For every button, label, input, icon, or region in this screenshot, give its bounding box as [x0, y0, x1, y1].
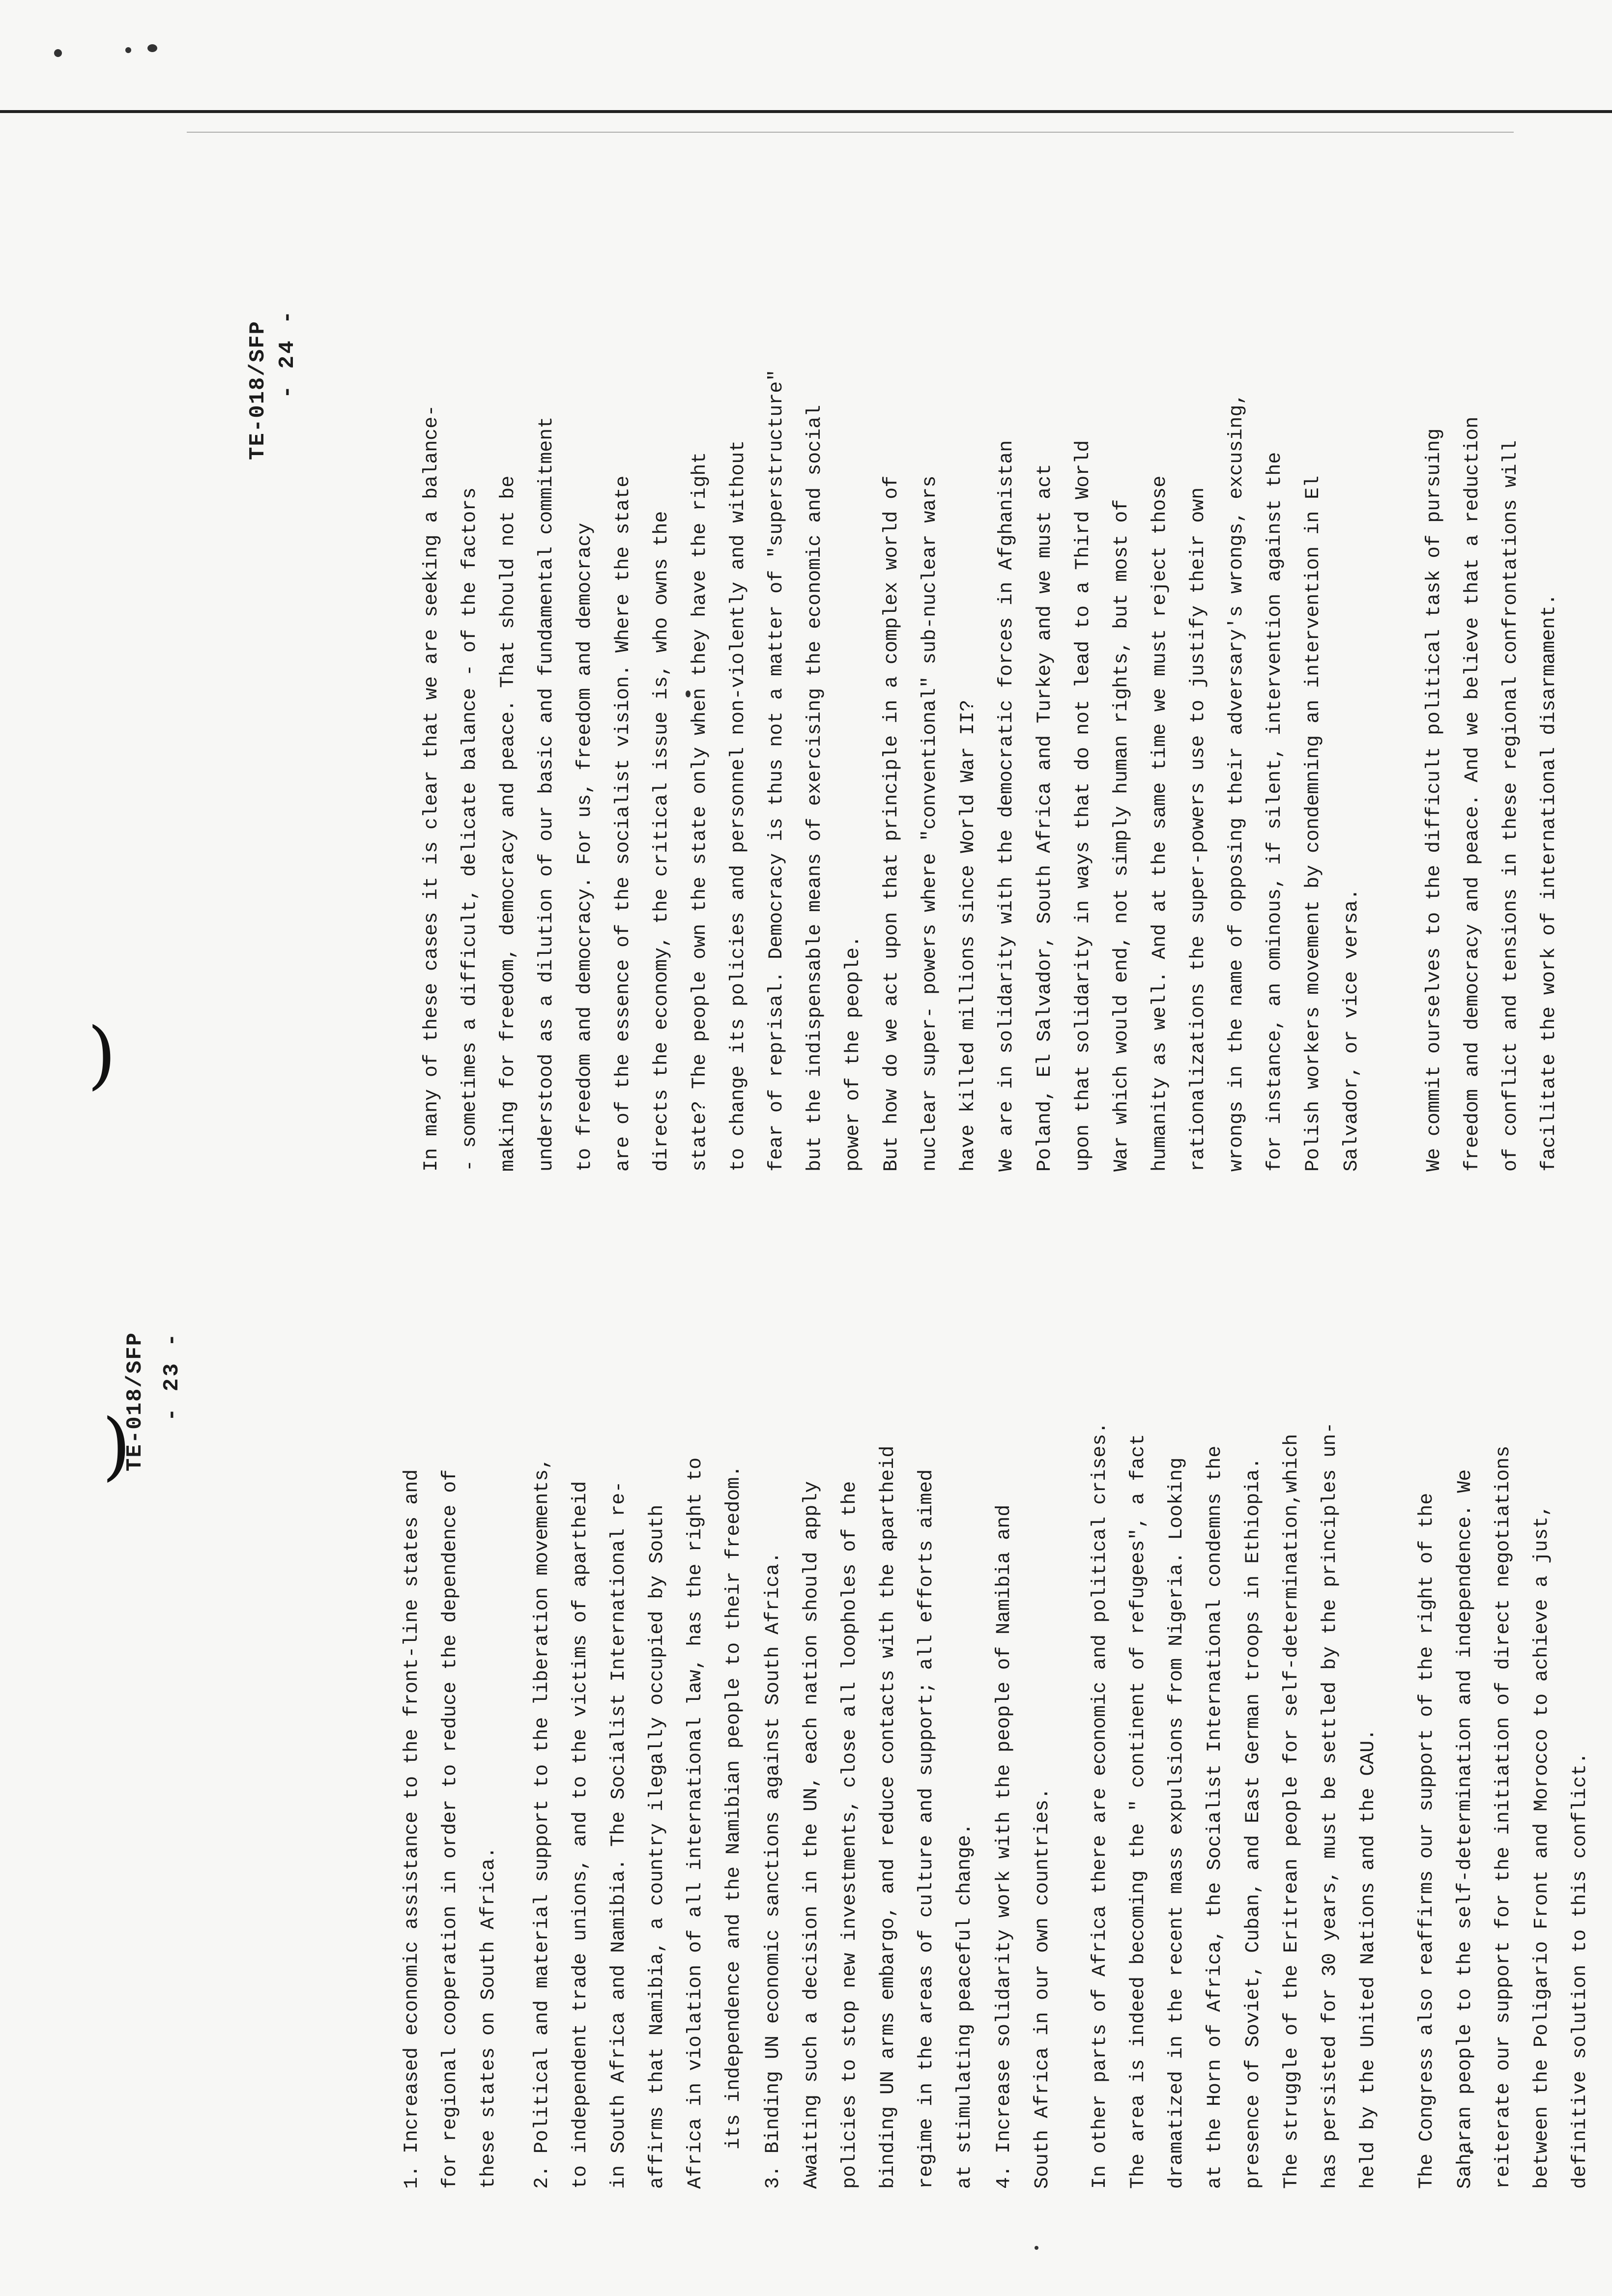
text-line: presence of Soviet, Cuban, and East German troops in Ethiopia. [1242, 1457, 1265, 2189]
text-line: The Congress also reaffirms our support of the right of the [1416, 1492, 1438, 2189]
text-line: policies to stop new investments, close all loopholes of the [839, 1481, 861, 2189]
text-line: at the Horn of Africa, the Socialist International condemns the [1204, 1445, 1226, 2189]
text-line: power of the people. [842, 935, 864, 1172]
text-line: directs the economy, the critical issue is, who owns the [651, 511, 673, 1172]
text-line: 4. Increase solidarity work with the people of Namibia and [993, 1504, 1015, 2189]
text-line: Saharan people to the self-determination and independence. We [1454, 1469, 1476, 2189]
text-line: regime in the areas of culture and support; all efforts aimed [916, 1469, 938, 2189]
text-line: to independent trade unions, and to the victims of apartheid [570, 1481, 592, 2189]
text-line: War which would end, not simply human rights, but most of [1111, 499, 1133, 1172]
text-line: but the indispensable means of exercising the economic and social [804, 404, 826, 1172]
text-line: 3. Binding UN economic sanctions against South Africa. [762, 1551, 784, 2189]
text-line: affirms that Namibia, a country ilegally occupied by South [646, 1504, 668, 2189]
text-line: in South Africa and Namibia. The Socialist International re- [608, 1481, 630, 2189]
text-line: reiterate our support for the initiation of direct negotiations [1493, 1445, 1515, 2189]
text-line: to freedom and democracy. For us, freedom and democracy [574, 522, 596, 1172]
text-line: held by the United Nations and the CAU. [1357, 1728, 1380, 2189]
text-line: state? The people own the state only when they have the right [689, 452, 711, 1172]
page-number: - 23 - [160, 1331, 184, 1421]
text-line: We are in solidarity with the democratic forces in Afghanistan [996, 440, 1018, 1172]
paragraph-africa-crises [1081, 1422, 1388, 2189]
text-line: South Africa in our own countries. [1032, 1787, 1054, 2189]
text-line: of conflict and tensions in these regional confrontations will [1500, 440, 1522, 1172]
paragraph-sahara [1408, 1446, 1600, 2189]
text-line: We commit ourselves to the difficult political task of pursuing [1423, 428, 1445, 1172]
text-line: at stimulating peaceful change. [954, 1823, 976, 2189]
text-line: Salvador, or vice versa. [1341, 888, 1363, 1172]
text-line: understood as a dilution of our basic and fundamental commitment [536, 416, 558, 1172]
text-line: But how do we act upon that principle in a complex world of [881, 475, 903, 1172]
page-number: - 24 - [275, 309, 300, 399]
text-line: for instance, an ominous, if silent, intervention against the [1264, 452, 1286, 1172]
paragraph-2 [523, 1458, 753, 2189]
binding-bracket: ) [87, 1012, 116, 1098]
text-line: for regional cooperation in order to reduce the dependence of [439, 1469, 461, 2189]
paragraph-1 [393, 1469, 508, 2189]
text-line: these states on South Africa. [478, 1846, 500, 2189]
text-line: freedom and democracy and peace. And we believe that a reduction [1462, 416, 1484, 1172]
text-line: humanity as well. And at the same time we must reject those [1149, 475, 1171, 1172]
paragraph-commitment [1415, 417, 1569, 1172]
text-line: In many of these cases it is clear that we are seeking a balance- [421, 404, 443, 1172]
document-reference: TE-018/SFP [123, 1331, 147, 1471]
paragraph-3 [754, 1446, 984, 2189]
text-line: facilitate the work of international disarmament. [1538, 593, 1560, 1172]
text-line: 1. Increased economic assistance to the front-line states and [401, 1469, 423, 2189]
text-line: dramatized in the recent mass expulsions from Nigeria. Looking [1166, 1457, 1188, 2189]
text-line: The struggle of the Eritrean people for self-determination,which [1281, 1434, 1303, 2189]
text-line: to change its policies and personnel non-violently and without [727, 440, 749, 1172]
text-line: its independence and the Namibian people to their freedom. [723, 1465, 745, 2150]
text-line: nuclear super- powers where "conventional" sub-nuclear wars [919, 475, 941, 1172]
paragraph-balance [413, 370, 873, 1172]
page-23 [0, 1148, 1612, 2296]
text-line: 2. Political and material support to the liberation movements, [531, 1457, 553, 2189]
text-line: between the Poligario Front and Morocco to achieve a just, [1531, 1504, 1553, 2189]
text-line: definitive solution to this conflict. [1569, 1752, 1591, 2189]
paragraph-principle [873, 476, 988, 1172]
text-line: fear of reprisal. Democracy is thus not a matter of "superstructure" [766, 369, 788, 1172]
text-line: has persisted for 30 years, must be settled by the principles un- [1319, 1422, 1341, 2189]
text-line: Polish workers movement by condemning an intervention in El [1302, 475, 1324, 1172]
binding-bracket: ) [102, 1403, 131, 1489]
text-line: - sometimes a difficult, delicate balance - of the factors [459, 487, 481, 1172]
text-line: have killed millions since World War II? [957, 699, 979, 1172]
paragraph-solidarity [988, 393, 1371, 1172]
text-line: upon that solidarity in ways that do not lead to a Third World [1072, 440, 1094, 1172]
text-line: wrongs in the name of opposing their adversary's wrongs, excusing, [1226, 393, 1248, 1172]
text-line: Africa in violation of all international law, has the right to [685, 1457, 707, 2189]
text-line: The area is indeed becoming the " continent of refugees", a fact [1127, 1434, 1150, 2189]
text-line: In other parts of Africa there are economic and political crises. [1089, 1422, 1111, 2189]
text-line: binding UN arms embargo, and reduce contacts with the apartheid [877, 1445, 899, 2189]
paragraph-4 [985, 1505, 1062, 2189]
text-line: Poland, El Salvador, South Africa and Turkey and we must act [1034, 463, 1056, 1172]
document-reference: TE-018/SFP [246, 320, 270, 460]
text-line: rationalizations the super-powers use to justify their own [1187, 487, 1209, 1172]
text-line: Awaiting such a decision in the UN, each nation should apply [801, 1481, 823, 2189]
text-line: are of the essence of the socialist vision. Where the state [612, 475, 634, 1172]
text-line: making for freedom, democracy and peace. That should not be [497, 475, 519, 1172]
